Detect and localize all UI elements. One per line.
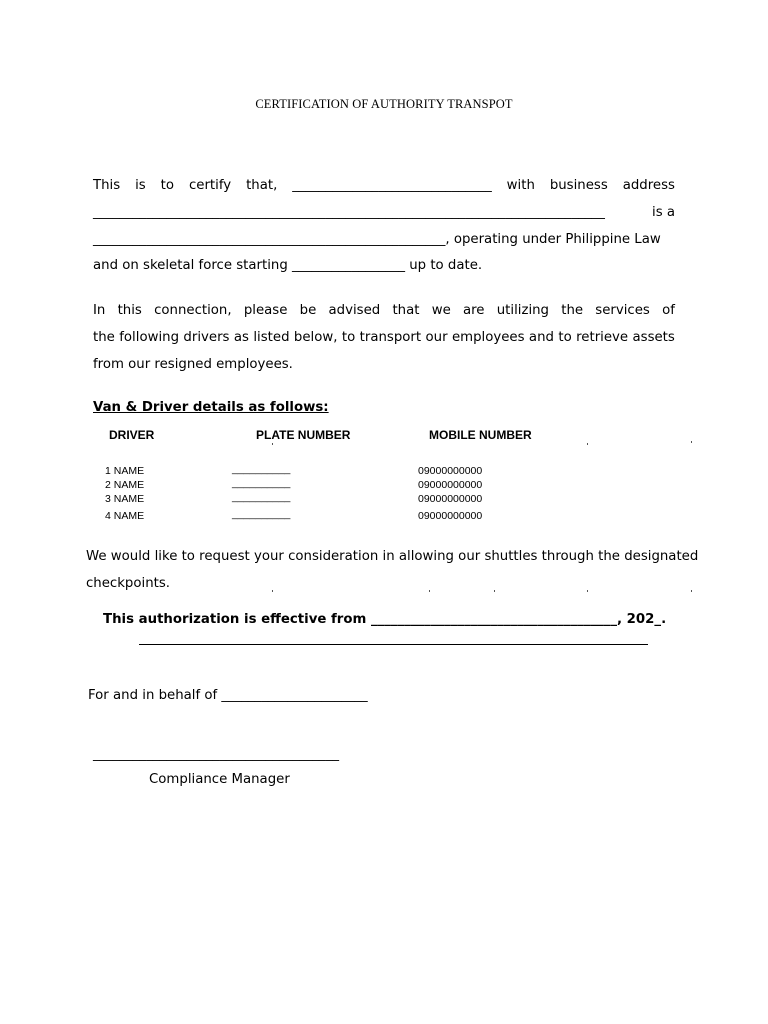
signature-line: _____________________________________ [93, 747, 339, 762]
certify-line-4: and on skeletal force starting _________________ up to date. [93, 258, 483, 273]
certify-line-1: This is to certify that, ______________________________ with business address [93, 178, 675, 193]
table-border-dot [272, 590, 273, 592]
table-border-dot [429, 590, 430, 592]
certify-line-3: _____________________________________________________, operating under Philippine Law [93, 232, 661, 247]
company-name-blank: ______________________________ [292, 178, 492, 193]
row-4-driver: 4 NAME [105, 510, 145, 522]
request-line-2: checkpoints. [86, 576, 170, 591]
table-border-dot [691, 590, 692, 592]
certify-line-2: _____________________________________________________________________________ is a [93, 205, 675, 220]
row-3-mobile: 09000000000 [418, 493, 483, 505]
table-border-dot [691, 441, 692, 443]
connection-line-2: the following drivers as listed below, to transport our employees and to retrieve assets [93, 330, 675, 345]
row-2-plate: __________ [232, 477, 291, 489]
header-driver: DRIVER [109, 428, 155, 442]
table-border-dot [272, 443, 273, 445]
row-2-driver: 2 NAME [105, 479, 145, 491]
row-1-plate: __________ [232, 463, 291, 475]
table-border-dot [494, 590, 495, 592]
row-4-mobile: 09000000000 [418, 510, 483, 522]
connection-line-1: In this connection, please be advised that we are utilizing the services of [93, 303, 675, 318]
row-4-plate: __________ [232, 508, 291, 520]
row-2-mobile: 09000000000 [418, 479, 483, 491]
business-address-blank: _____________________________________________________________________________ [93, 205, 605, 220]
behalf-line: For and in behalf of ______________________ [88, 688, 368, 703]
details-heading: Van & Driver details as follows: [93, 400, 329, 415]
header-plate-number: PLATE NUMBER [256, 428, 351, 442]
row-3-driver: 3 NAME [105, 493, 145, 505]
connection-line-3: from our resigned employees. [93, 357, 293, 372]
table-border-dot [587, 443, 588, 445]
separator-rule [139, 644, 648, 645]
header-mobile-number: MOBILE NUMBER [429, 428, 532, 442]
row-1-mobile: 09000000000 [418, 465, 483, 477]
signatory-title: Compliance Manager [149, 772, 290, 787]
row-3-plate: __________ [232, 491, 291, 503]
row-1-driver: 1 NAME [105, 465, 145, 477]
effective-date-line: This authorization is effective from _____________________________________, 202_. [103, 612, 667, 627]
request-line-1: We would like to request your consideration in allowing our shuttles through the designated [86, 549, 699, 564]
document-title: CERTIFICATION OF AUTHORITY TRANSPOT [255, 97, 513, 111]
table-border-dot [587, 590, 588, 592]
